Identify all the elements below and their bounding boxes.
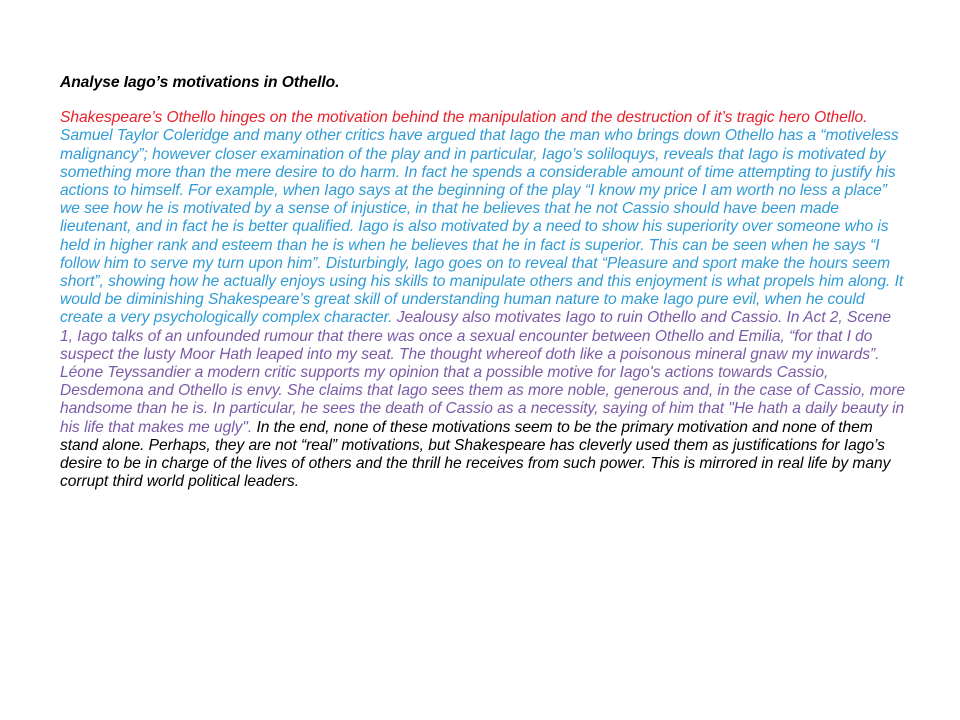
essay-segment-conclusion: In the end, none of these motivations seem to be the primary motivation and none of them stand alone. Perhaps, they are not “real” motivations, but Shakespeare has cleverly used them as justifications for Iago’s desire to be in charge of the lives of others and the thrill he receives from such power. This is mirrored in real life by many corrupt third world political leaders.	[60, 418, 891, 491]
essay-segment-introduction: Shakespeare’s Othello hinges on the motivation behind the manipulation and the destruction of it’s tragic hero Othello.	[60, 109, 868, 127]
essay-paragraph	[60, 109, 906, 491]
slide-body	[60, 74, 906, 491]
essay-question-heading: Analyse Iago’s motivations in Othello.	[60, 74, 340, 91]
essay-segment-jealousy: Jealousy also motivates Iago to ruin Othello and Cassio. In Act 2, Scene 1, Iago talks of an unfounded rumour that there was once a sexual encounter between Othello and Emilia, “for that I do suspect the lusty Moor Hath leaped into my seat. The thought whereof doth like a poisonous mineral gnaw my inwards”. Léone Teyssandier a modern critic supports my opinion that a possible motive for Iago's actions towards Cassio, Desdemona and Othello is envy. She claims that Iago sees them as more noble, generous and, in the case of Cassio, more handsome than he is. In particular, he sees the death of Cassio as a necessity, saying of him that "He hath a daily beauty in his life that makes me ugly".	[60, 309, 906, 436]
essay-segment-motives: Samuel Taylor Coleridge and many other critics have argued that Iago the man who brings down Othello has a “motiveless malignancy”; however closer examination of the play and in particular, Iago’s soliloquys, reveals that Iago is motivated by something more than the mere desire to do harm. In fact he spends a considerable amount of time attempting to justify his actions to himself. For example, when Iago says at the beginning of the play “I know my price I am worth no less a place” we see how he is motivated by a sense of injustice, in that he believes that he not Cassio should have been made lieutenant, and in fact he is better qualified. Iago is also motivated by a need to show his superiority over someone who is held in higher rank and esteem than he is when he believes that he in fact is superior. This can be seen when he says “I follow him to serve my turn upon him”. Disturbingly, Iago goes on to reveal that “Pleasure and sport make the hours seem short”, showing how he actually enjoys using his skills to manipulate others and this enjoyment is what propels him along. It would be diminishing Shakespeare’s great skill of understanding human nature to make Iago pure evil, when he could create a very psychologically complex character.	[60, 127, 904, 327]
